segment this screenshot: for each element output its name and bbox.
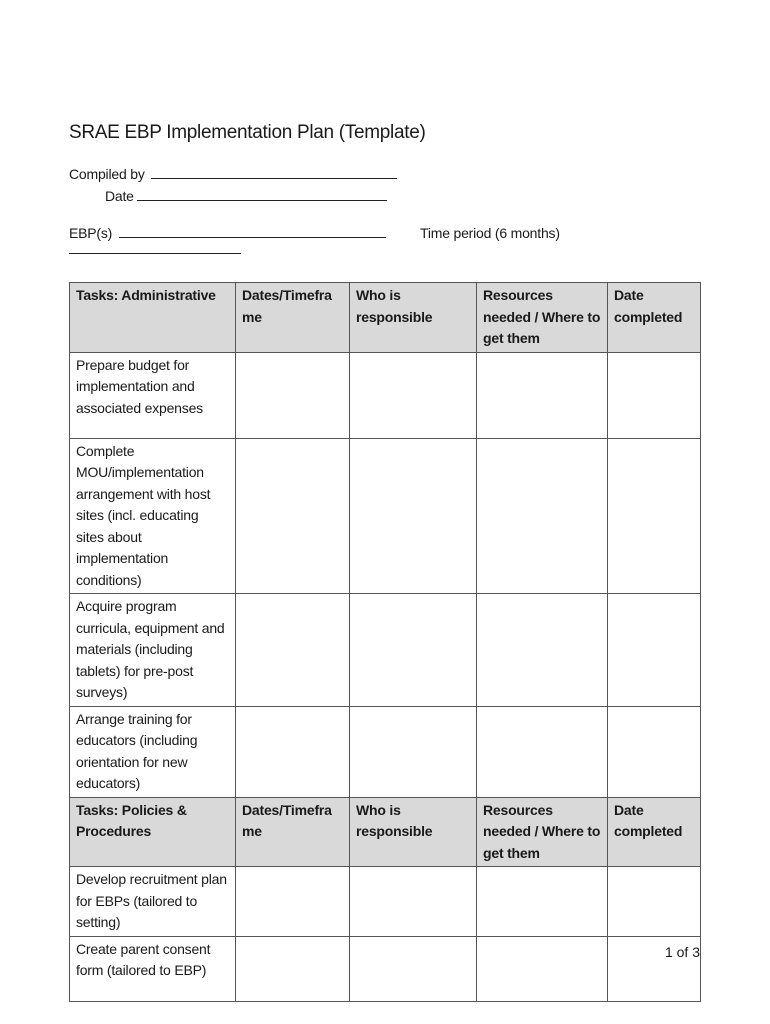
task-cell: Acquire program curricula, equipment and materials (including tablets) for pre-post surveys) [70,594,236,707]
time-period-label: Time period (6 months) [420,225,560,241]
header-cell-who: Who is responsible [350,283,477,353]
date-completed-cell[interactable] [608,352,701,438]
dates-cell[interactable] [236,352,350,438]
date-blank[interactable] [137,188,387,201]
responsible-cell[interactable] [350,438,477,594]
header-cell-date-completed: Date completed [608,283,701,353]
task-cell: Prepare budget for implementation and associated expenses [70,352,236,438]
header-cell-tasks: Tasks: Administrative [70,283,236,353]
header-cell-date-completed: Date completed [608,797,701,867]
responsible-cell[interactable] [350,867,477,937]
date-label: Date [105,188,134,204]
header-cell-who: Who is responsible [350,797,477,867]
date-completed-cell[interactable] [608,867,701,937]
task-cell: Create parent consent form (tailored to EBP) [70,936,236,1001]
header-cell-dates: Dates/Timeframe [236,797,350,867]
table-header-row [70,797,701,867]
resources-cell[interactable] [477,867,608,937]
resources-cell[interactable] [477,438,608,594]
responsible-cell[interactable] [350,594,477,707]
table-row [70,867,701,937]
dates-cell[interactable] [236,936,350,1001]
continuation-blank[interactable] [69,253,241,254]
resources-cell[interactable] [477,706,608,797]
responsible-cell[interactable] [350,936,477,1001]
ebps-line [69,225,386,241]
date-completed-cell[interactable] [608,706,701,797]
header-cell-dates: Dates/Timeframe [236,283,350,353]
header-cell-resources: Resources needed / Where to get them [477,283,608,353]
task-cell: Arrange training for educators (including orientation for new educators) [70,706,236,797]
table-row [70,438,701,594]
table-row [70,594,701,707]
responsible-cell[interactable] [350,352,477,438]
table-row [70,936,701,1001]
table-row [70,706,701,797]
implementation-plan-table [69,282,701,1002]
resources-cell[interactable] [477,936,608,1001]
compiled-by-label: Compiled by [69,166,145,182]
responsible-cell[interactable] [350,706,477,797]
table-header-row [70,283,701,353]
task-cell: Develop recruitment plan for EBPs (tailored to setting) [70,867,236,937]
header-cell-resources: Resources needed / Where to get them [477,797,608,867]
dates-cell[interactable] [236,438,350,594]
dates-cell[interactable] [236,594,350,707]
table-row [70,352,701,438]
ebps-blank[interactable] [119,225,386,238]
dates-cell[interactable] [236,706,350,797]
date-line [105,188,387,204]
compiled-by-blank[interactable] [151,166,397,179]
resources-cell[interactable] [477,594,608,707]
ebps-label: EBP(s) [69,225,113,241]
header-cell-tasks: Tasks: Policies & Procedures [70,797,236,867]
document-title: SRAE EBP Implementation Plan (Template) [69,122,426,143]
page-number: 1 of 3 [664,944,700,960]
dates-cell[interactable] [236,867,350,937]
resources-cell[interactable] [477,352,608,438]
task-cell: Complete MOU/implementation arrangement with host sites (incl. educating sites about implementation conditions) [70,438,236,594]
compiled-by-line [69,166,397,182]
date-completed-cell[interactable] [608,594,701,707]
date-completed-cell[interactable] [608,438,701,594]
